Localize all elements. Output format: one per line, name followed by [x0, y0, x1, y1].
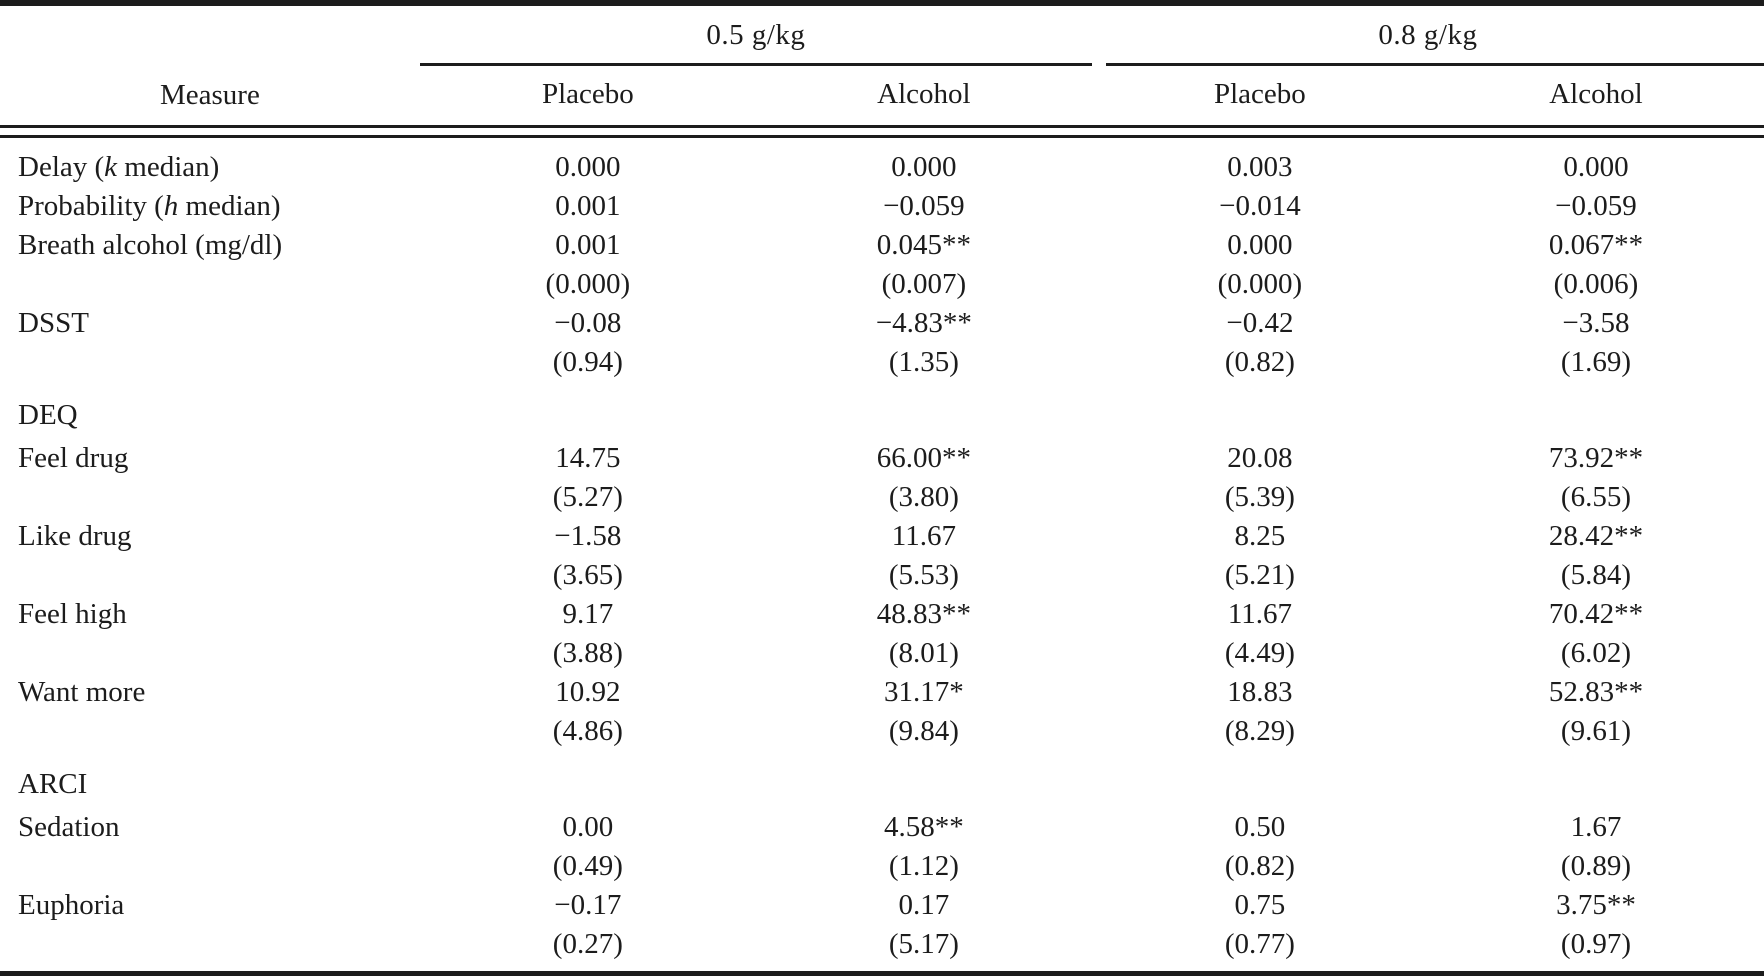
standard-error-cell: (0.49)	[552, 850, 623, 882]
standard-error-cell: (0.27)	[552, 928, 623, 960]
standard-error-cell: (5.17)	[888, 928, 959, 960]
value-cell: 0.00	[562, 811, 614, 843]
header-double-rule-row	[0, 125, 1764, 138]
measure-cell-empty	[0, 478, 420, 517]
table-body	[0, 138, 1764, 964]
header-double-rule	[0, 125, 1764, 138]
standard-error-cell: (0.000)	[1217, 268, 1303, 300]
standard-error-cell: (8.29)	[1224, 715, 1295, 747]
measure-label: Want more	[18, 676, 146, 708]
value-cell: 0.000	[555, 151, 621, 183]
value-cell: 0.17	[898, 889, 950, 921]
measure-cell-empty	[0, 343, 420, 382]
column-header-row	[0, 66, 1764, 125]
measure-cell-empty	[0, 925, 420, 964]
value-cell: 0.000	[1227, 229, 1293, 261]
value-cell: −0.08	[554, 307, 622, 339]
group-header-dose-high	[1092, 6, 1764, 63]
standard-error-cell: (6.55)	[1560, 481, 1631, 513]
value-cell: 52.83**	[1548, 676, 1644, 708]
measure-label-italic: k	[104, 151, 118, 183]
value-cell: 31.17*	[884, 676, 964, 708]
standard-error-cell: (0.94)	[552, 346, 623, 378]
value-cell: 11.67	[1227, 598, 1292, 630]
measure-cell-empty	[0, 634, 420, 673]
measure-cell	[0, 382, 1764, 439]
measure-cell	[0, 138, 420, 187]
standard-error-row	[0, 478, 1764, 517]
measure-row	[0, 808, 1764, 847]
group-header-dose-low	[420, 6, 1092, 63]
standard-error-cell: (0.006)	[1553, 268, 1639, 300]
value-cell: 66.00**	[876, 442, 971, 474]
standard-error-cell: (0.97)	[1560, 928, 1631, 960]
measure-cell	[0, 187, 420, 226]
measure-column-header: Measure	[159, 79, 260, 111]
standard-error-cell: (4.86)	[552, 715, 623, 747]
standard-error-cell: (5.21)	[1224, 559, 1295, 591]
standard-error-cell: (0.82)	[1224, 346, 1295, 378]
value-cell: −1.58	[554, 520, 622, 552]
standard-error-cell: (8.01)	[888, 637, 959, 669]
value-cell: 0.000	[891, 151, 957, 183]
measure-label-post: median)	[117, 151, 220, 183]
measure-label: ARCI	[18, 767, 88, 800]
measure-label: Probability (	[18, 190, 164, 222]
value-cell: 48.83**	[876, 598, 971, 630]
measure-cell	[0, 595, 420, 634]
group-header-spacer	[0, 6, 420, 63]
measure-cell-empty	[0, 847, 420, 886]
measure-label: Delay (	[18, 151, 105, 183]
measure-label: DEQ	[18, 398, 78, 431]
value-cell: 14.75	[555, 442, 621, 474]
value-cell: 4.58**	[884, 811, 964, 843]
standard-error-cell: (0.000)	[545, 268, 631, 300]
measure-row	[0, 673, 1764, 712]
standard-error-cell: (3.65)	[552, 559, 623, 591]
measure-row	[0, 439, 1764, 478]
table-bottom-rule	[0, 971, 1764, 976]
col-header-placebo-low: Placebo	[541, 78, 634, 110]
col-header-alcohol-high: Alcohol	[1549, 78, 1643, 110]
standard-error-row	[0, 634, 1764, 673]
measure-label: Like drug	[18, 520, 132, 552]
value-cell: 0.000	[1563, 151, 1629, 183]
section-row	[0, 751, 1764, 808]
value-cell: 0.75	[1234, 889, 1286, 921]
value-cell: 0.003	[1227, 151, 1293, 183]
measure-cell-empty	[0, 265, 420, 304]
measure-label-post: median)	[178, 190, 281, 222]
measure-row	[0, 226, 1764, 265]
value-cell: 10.92	[555, 676, 621, 708]
standard-error-cell: (5.39)	[1224, 481, 1295, 513]
group-header-row	[0, 6, 1764, 63]
measure-cell	[0, 673, 420, 712]
measure-label: Feel drug	[18, 442, 129, 474]
measure-cell	[0, 886, 420, 925]
standard-error-cell: (1.35)	[888, 346, 959, 378]
measure-row	[0, 304, 1764, 343]
value-cell: −0.17	[554, 889, 622, 921]
standard-error-row	[0, 343, 1764, 382]
header-double-rule-cell	[0, 125, 1764, 138]
value-cell: −0.42	[1226, 307, 1294, 339]
measure-cell	[0, 808, 420, 847]
value-cell: −3.58	[1562, 307, 1630, 339]
measure-label: Breath alcohol (mg/dl)	[18, 229, 283, 261]
standard-error-cell: (5.27)	[552, 481, 623, 513]
value-cell: 0.067**	[1548, 229, 1644, 261]
standard-error-cell: (1.12)	[888, 850, 959, 882]
measure-row	[0, 595, 1764, 634]
standard-error-cell: (1.69)	[1560, 346, 1631, 378]
measure-cell	[0, 304, 420, 343]
value-cell: −4.83**	[875, 307, 972, 339]
standard-error-cell: (0.82)	[1224, 850, 1295, 882]
value-cell: 11.67	[891, 520, 956, 552]
value-cell: 28.42**	[1548, 520, 1644, 552]
value-cell: 0.001	[555, 229, 621, 261]
value-cell: 9.17	[562, 598, 614, 630]
col-header-placebo-high: Placebo	[1214, 78, 1306, 110]
standard-error-row	[0, 712, 1764, 751]
value-cell: −0.059	[883, 190, 965, 222]
value-cell: −0.014	[1219, 190, 1301, 222]
measure-label: DSST	[18, 307, 89, 339]
measure-cell	[0, 226, 420, 265]
standard-error-cell: (0.89)	[1560, 850, 1631, 882]
results-table	[0, 6, 1764, 964]
standard-error-cell: (6.02)	[1560, 637, 1631, 669]
col-header-alcohol-low: Alcohol	[877, 78, 971, 110]
measure-label: Sedation	[18, 811, 120, 843]
measure-label: Euphoria	[18, 889, 125, 921]
value-cell: 18.83	[1227, 676, 1293, 708]
standard-error-cell: (4.49)	[1224, 637, 1295, 669]
measure-row	[0, 138, 1764, 187]
measure-cell-empty	[0, 712, 420, 751]
standard-error-cell: (9.84)	[888, 715, 959, 747]
standard-error-cell: (3.80)	[888, 481, 959, 513]
measure-row	[0, 886, 1764, 925]
group-header-dose-low-label: 0.5 g/kg	[706, 19, 806, 51]
standard-error-cell: (9.61)	[1560, 715, 1631, 747]
measure-row	[0, 187, 1764, 226]
standard-error-row	[0, 925, 1764, 964]
standard-error-cell: (5.53)	[888, 559, 959, 591]
value-cell: 1.67	[1570, 811, 1622, 843]
value-cell: 0.001	[555, 190, 621, 222]
value-cell: 0.50	[1234, 811, 1286, 843]
standard-error-cell: (0.007)	[881, 268, 967, 300]
value-cell: 8.25	[1234, 520, 1286, 552]
standard-error-row	[0, 556, 1764, 595]
value-cell: 0.045**	[876, 229, 971, 261]
value-cell: 20.08	[1227, 442, 1293, 474]
standard-error-cell: (3.88)	[552, 637, 623, 669]
standard-error-cell: (5.84)	[1560, 559, 1631, 591]
measure-cell	[0, 517, 420, 556]
value-cell: 3.75**	[1556, 889, 1636, 921]
standard-error-cell: (0.77)	[1224, 928, 1295, 960]
measure-label: Feel high	[18, 598, 127, 630]
measure-label-italic: h	[163, 190, 179, 222]
standard-error-row	[0, 847, 1764, 886]
value-cell: −0.059	[1555, 190, 1637, 222]
measure-row	[0, 517, 1764, 556]
group-header-dose-high-label: 0.8 g/kg	[1378, 19, 1478, 51]
value-cell: 73.92**	[1548, 442, 1644, 474]
measure-cell-empty	[0, 556, 420, 595]
measure-cell	[0, 439, 420, 478]
value-cell: 70.42**	[1548, 598, 1644, 630]
section-row	[0, 382, 1764, 439]
standard-error-row	[0, 265, 1764, 304]
measure-cell	[0, 751, 1764, 808]
